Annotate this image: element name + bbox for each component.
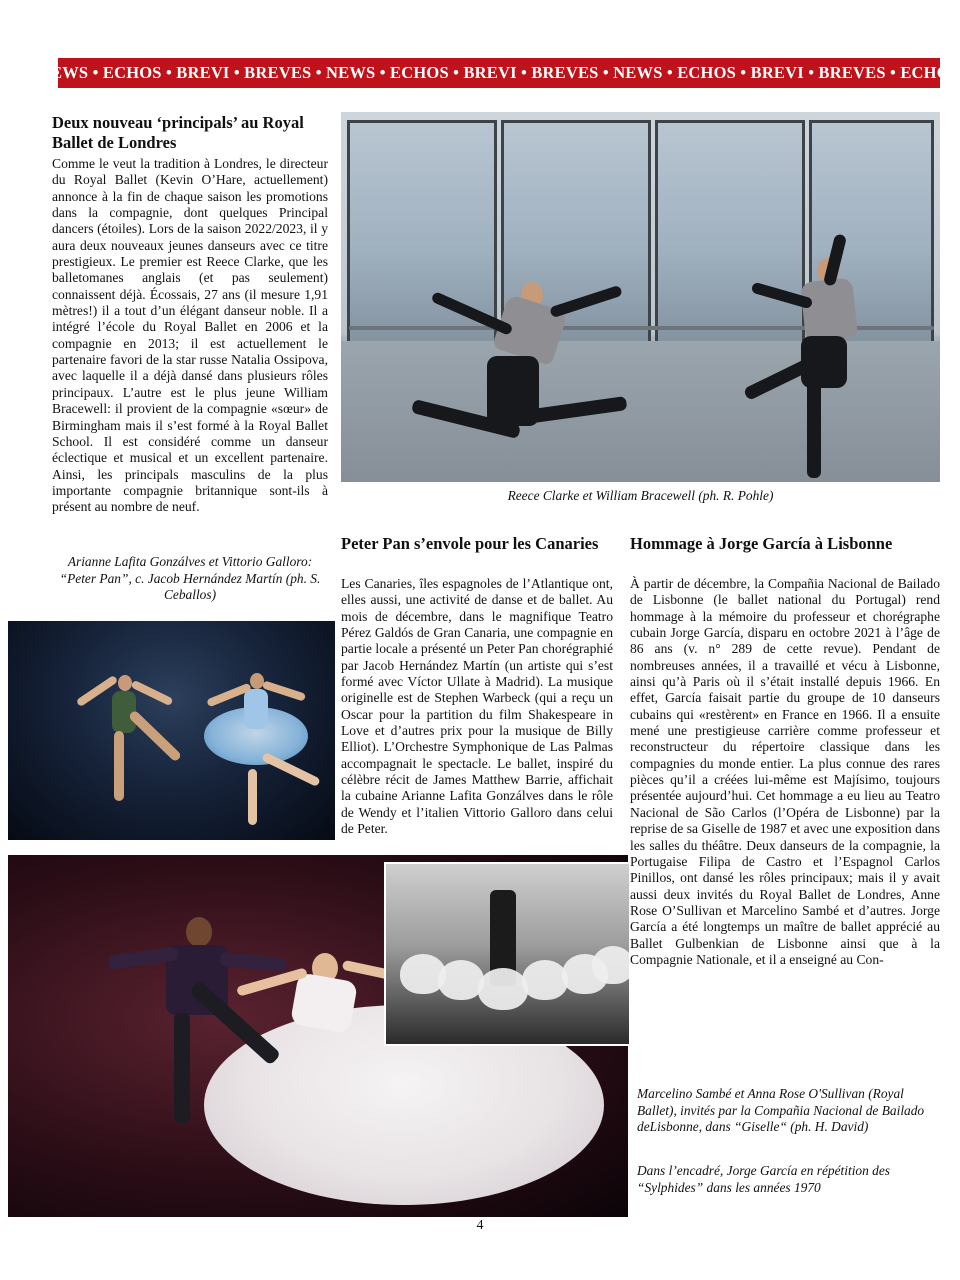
corps-dancer bbox=[438, 960, 484, 1000]
dancer-arm bbox=[219, 952, 286, 973]
dancer-arm bbox=[262, 680, 306, 701]
dancer-figure-male bbox=[108, 911, 288, 1181]
photo-reece-clarke-william-bracewell bbox=[341, 112, 940, 482]
dancer-figure-wendy bbox=[204, 669, 314, 819]
dancer-figure-peter bbox=[74, 673, 184, 823]
photo-left-caption: Arianne Lafita Gonzálves et Vittorio Galloro: “Peter Pan”, c. Jacob Hernández Martín (ph. S. Ceballos) bbox=[59, 554, 321, 602]
dancer-figure-right bbox=[721, 232, 911, 482]
article2-heading: Peter Pan s’envole pour les Canaries bbox=[341, 534, 599, 553]
dancer-torso bbox=[244, 689, 268, 729]
masthead-text: NEWS • ECHOS • BREVI • BREVES • NEWS • ECHOS • BREVI • BREVES • NEWS • ECHOS • BREVI • BREVES • ECHOS bbox=[38, 63, 960, 82]
dancer-arm bbox=[130, 680, 173, 706]
dancer-leg bbox=[261, 752, 321, 787]
article3-heading: Hommage à Jorge García à Lisbonne bbox=[630, 534, 893, 553]
dancer-bodice bbox=[290, 972, 358, 1034]
page-number: 4 bbox=[476, 1218, 484, 1233]
dancer-leg bbox=[114, 731, 124, 801]
corps-dancer bbox=[592, 946, 631, 984]
photo-giselle-caption: Marcelino Sambé et Anna Rose O'Sullivan (Royal Ballet), invités par la Compañia Nacional de Bailado deLisbonne, dans “Giselle“ (ph. H. David) bbox=[637, 1086, 925, 1135]
photo-top-caption: Reece Clarke et William Bracewell (ph. R. Pohle) bbox=[507, 488, 774, 503]
dancer-leg bbox=[807, 382, 821, 478]
photo-sylphides-archive bbox=[384, 862, 631, 1046]
dancer-head bbox=[118, 675, 132, 691]
article2-body: Les Canaries, îles espagnoles de l’Atlantique ont, elles aussi, une activité de danse et de ballet. Au mois de décembre, dans le magnifique Teatro Pérez Galdós de Gran Canaria, une compagnie en partie locale a présenté un Peter Pan chorégraphié par Jacob Hernández Martín (un artiste qui s’est formé avec Víctor Ullate à Madrid). La musique originelle est de Stephen Warbeck (qui a reçu un Oscar pour la partition du film Shakespeare in Love et d’autres prix pour la musique de Billy Elliot). L’Orchestre Symphonique de Las Palmas accompagnait le spectacle. Le ballet, inspiré du célèbre récit de James Matthew Barrie, affichait la cubaine Arianne Lafita Gonzálves dans le rôle de Wendy et l’italien Vittorio Galloro dans celui de Peter. bbox=[341, 576, 613, 837]
dancer-leg bbox=[189, 980, 281, 1065]
photo-peter-pan bbox=[8, 621, 335, 840]
article3-body: À partir de décembre, la Compañia Nacional de Bailado de Lisbonne (le ballet national du Portugal) rend hommage à la mémoire du professeur et chorégraphe cubain Jorge García, disparu en octobre 2021 à l’âge de 86 ans (v. n° 289 de cette revue). Pendant de nombreuses années, il a travaillé et vécu à Lisbonne, ainsi qu’à Paris où il s’était installé depuis 1966. En effet, García faisait partie du groupe de 10 danseurs cubains qui «restèrent» en France en 1966. Il a ensuite mené une prestigieuse carrière comme professeur et reconstructeur du répertoire classique dans les compagnies du monde entier. La plus connue des rares pièces qu’il a créées lui-même est Majísimo, toujours présentée aujourd’hui. Cet hommage a eu lieu au Teatro Nacional de São Carlos (l’Opéra de Lisbonne) par la reprise de sa Giselle de 1987 et avec une exposition dans les salles du théâtre. Deux danseurs de la compagnie, la Portugaise Filipa de Castro et l’Espagnol Carlos Pinillos, ont dansé les rôles principaux; mais il y avait aussi deux invités du Royal Ballet de Londres, Anne Rose O’Sullivan et Marcelino Sambé et d’autres. Jorge García a été longtemps un maître de ballet apprécié au Ballet Gulbenkian de Lisbonne ainsi que à la Compagnie Nationale, et il a enseigné au Con- bbox=[630, 576, 940, 967]
masthead-banner bbox=[38, 58, 960, 88]
article1-heading: Deux nouveau ‘principals’ au Royal Ballet de Londres bbox=[52, 113, 304, 152]
dancer-head bbox=[186, 917, 212, 947]
corps-dancer bbox=[522, 960, 568, 1000]
photo-sylphides-caption: Dans l’encadré, Jorge García en répétition des “Sylphides” dans les années 1970 bbox=[637, 1163, 890, 1195]
dancer-torso bbox=[800, 277, 858, 342]
dancer-leg bbox=[128, 709, 182, 762]
article1-body: Comme le veut la tradition à Londres, le directeur du Royal Ballet (Kevin O’Hare, actuellement) annonce à la fin de chaque saison les promotions dans la compagnie, dont quelques Principal dancers (étoiles). Lors de la saison 2022/2023, il y aura deux nouveaux jeunes danseurs avec ce titre prestigieux. Le premier est Reece Clarke, que les balletomanes anglais (et pas seulement) connaissent déjà. Écossais, 27 ans (il mesure 1,91 mètres!) il a tout d’un élégant danseur noble. Il a intégré l’école du Royal Ballet en 2006 et la compagnie en 2013; il est actuellement le partenaire favori de la star russe Natalia Ossipova, avec laquelle il a déjà dansé dans plusieurs rôles principaux. L’autre est le plus jeune William Bracewell: il provient de la compagnie «sœur» de Birmingham mais il s’est formé à la Royal Ballet School. Il est considéré comme un danseur éclectique et musical et un excellent partenaire. Ainsi, les principals masculins de la plus importante compagnie britannique sont-ils à présent au nombre de neuf. bbox=[52, 156, 328, 515]
dancer-arm bbox=[430, 291, 513, 336]
dancer-leg bbox=[248, 769, 257, 825]
dancer-arm bbox=[549, 285, 623, 318]
dancer-figure-left bbox=[401, 272, 631, 482]
dancer-leg bbox=[174, 1013, 190, 1123]
corps-dancer bbox=[478, 968, 528, 1010]
